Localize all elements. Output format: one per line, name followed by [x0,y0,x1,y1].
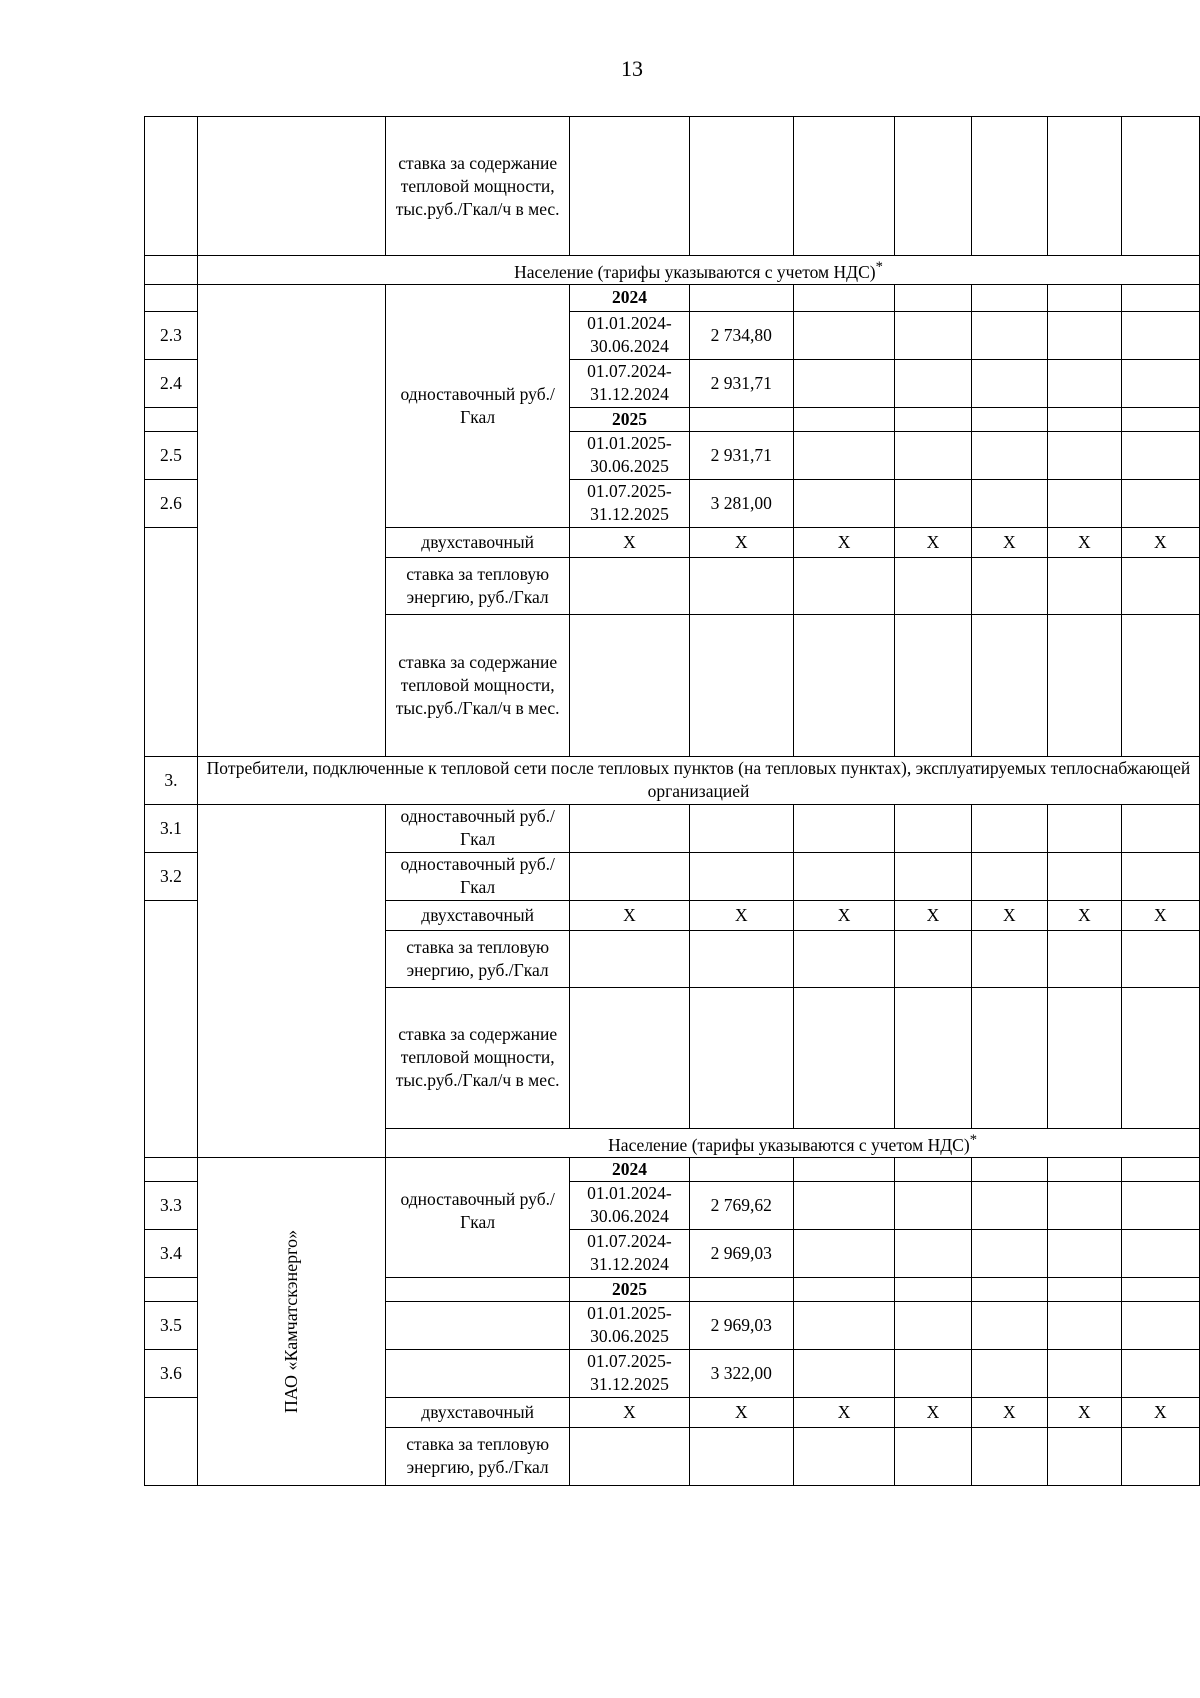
row-number: 2.6 [145,479,198,527]
tariff-table-container [144,116,1200,1486]
table-row [145,804,1200,852]
row-label: двухставочный [386,527,570,557]
tariff-value: 2 769,62 [689,1181,793,1229]
row-label: ставка за тепловую энергию, руб./Гкал [386,557,570,614]
period-label: 01.07.2024-31.12.2024 [570,1229,690,1277]
tariff-value: 2 734,80 [689,311,793,359]
period-label: 01.07.2025-31.12.2025 [570,479,690,527]
tariff-value: 2 931,71 [689,359,793,407]
row-label: двухставочный [386,1397,570,1427]
period-label: 01.07.2024-31.12.2024 [570,359,690,407]
row-label: двухставочный [386,900,570,930]
tariff-value: 2 969,03 [689,1229,793,1277]
row-number: 3.5 [145,1301,198,1349]
row-number: 2.4 [145,359,198,407]
year-label: 2024 [570,1157,690,1181]
company-name: ПАО «Камчатскэнерго» [197,1157,385,1485]
row-label: одноставочный руб./Гкал [386,804,570,852]
row-label: ставка за содержание тепловой мощности, тыс.руб./Гкал/ч в мес. [386,117,570,256]
period-label: 01.01.2024-30.06.2024 [570,1181,690,1229]
row-number: 2.3 [145,311,198,359]
table-row: двухставочный Х Х Х Х Х Х Х [145,1397,1200,1427]
table-row [145,256,1200,285]
table-row [145,1157,1200,1181]
row-label: ставка за тепловую энергию, руб./Гкал [386,1427,570,1485]
row-number: 3.6 [145,1349,198,1397]
page-number: 13 [621,56,643,81]
row-label: ставка за тепловую энергию, руб./Гкал [386,930,570,987]
population-header: Население (тарифы указываются с учетом НДС)* [197,256,1199,285]
row-number: 3.4 [145,1229,198,1277]
section-number: 3. [145,756,198,804]
tariff-value: 3 322,00 [689,1349,793,1397]
table-row [145,284,1200,311]
year-label: 2025 [570,1277,690,1301]
table-row: двухставочный Х Х Х Х Х Х Х [145,900,1200,930]
row-label: одноставочный руб./Гкал [386,284,570,527]
year-label: 2025 [570,407,690,431]
period-label: 01.07.2025-31.12.2025 [570,1349,690,1397]
period-label: 01.01.2024-30.06.2024 [570,311,690,359]
period-label: 01.01.2025-30.06.2025 [570,1301,690,1349]
tariff-value: 2 969,03 [689,1301,793,1349]
period-label: 01.01.2025-30.06.2025 [570,431,690,479]
table-row: двухставочный Х Х Х Х Х Х Х [145,527,1200,557]
row-number: 3.3 [145,1181,198,1229]
row-label: ставка за содержание тепловой мощности, тыс.руб./Гкал/ч в мес. [386,614,570,756]
row-number: 2.5 [145,431,198,479]
row-label: одноставочный руб./Гкал [386,852,570,900]
table-row [145,117,1200,256]
row-label: одноставочный руб./Гкал [386,1157,570,1277]
row-number: 3.2 [145,852,198,900]
row-number: 3.1 [145,804,198,852]
population-header: Население (тарифы указываются с учетом НДС)* [386,1128,1200,1157]
year-label: 2024 [570,284,690,311]
row-label: ставка за содержание тепловой мощности, тыс.руб./Гкал/ч в мес. [386,987,570,1128]
section-title: Потребители, подключенные к тепловой сети после тепловых пунктов (на тепловых пунктах), эксплуатируемых теплоснабжающей организацией [197,756,1199,804]
tariff-value: 2 931,71 [689,431,793,479]
tariff-table [144,116,1200,1486]
tariff-value: 3 281,00 [689,479,793,527]
table-row [145,756,1200,804]
